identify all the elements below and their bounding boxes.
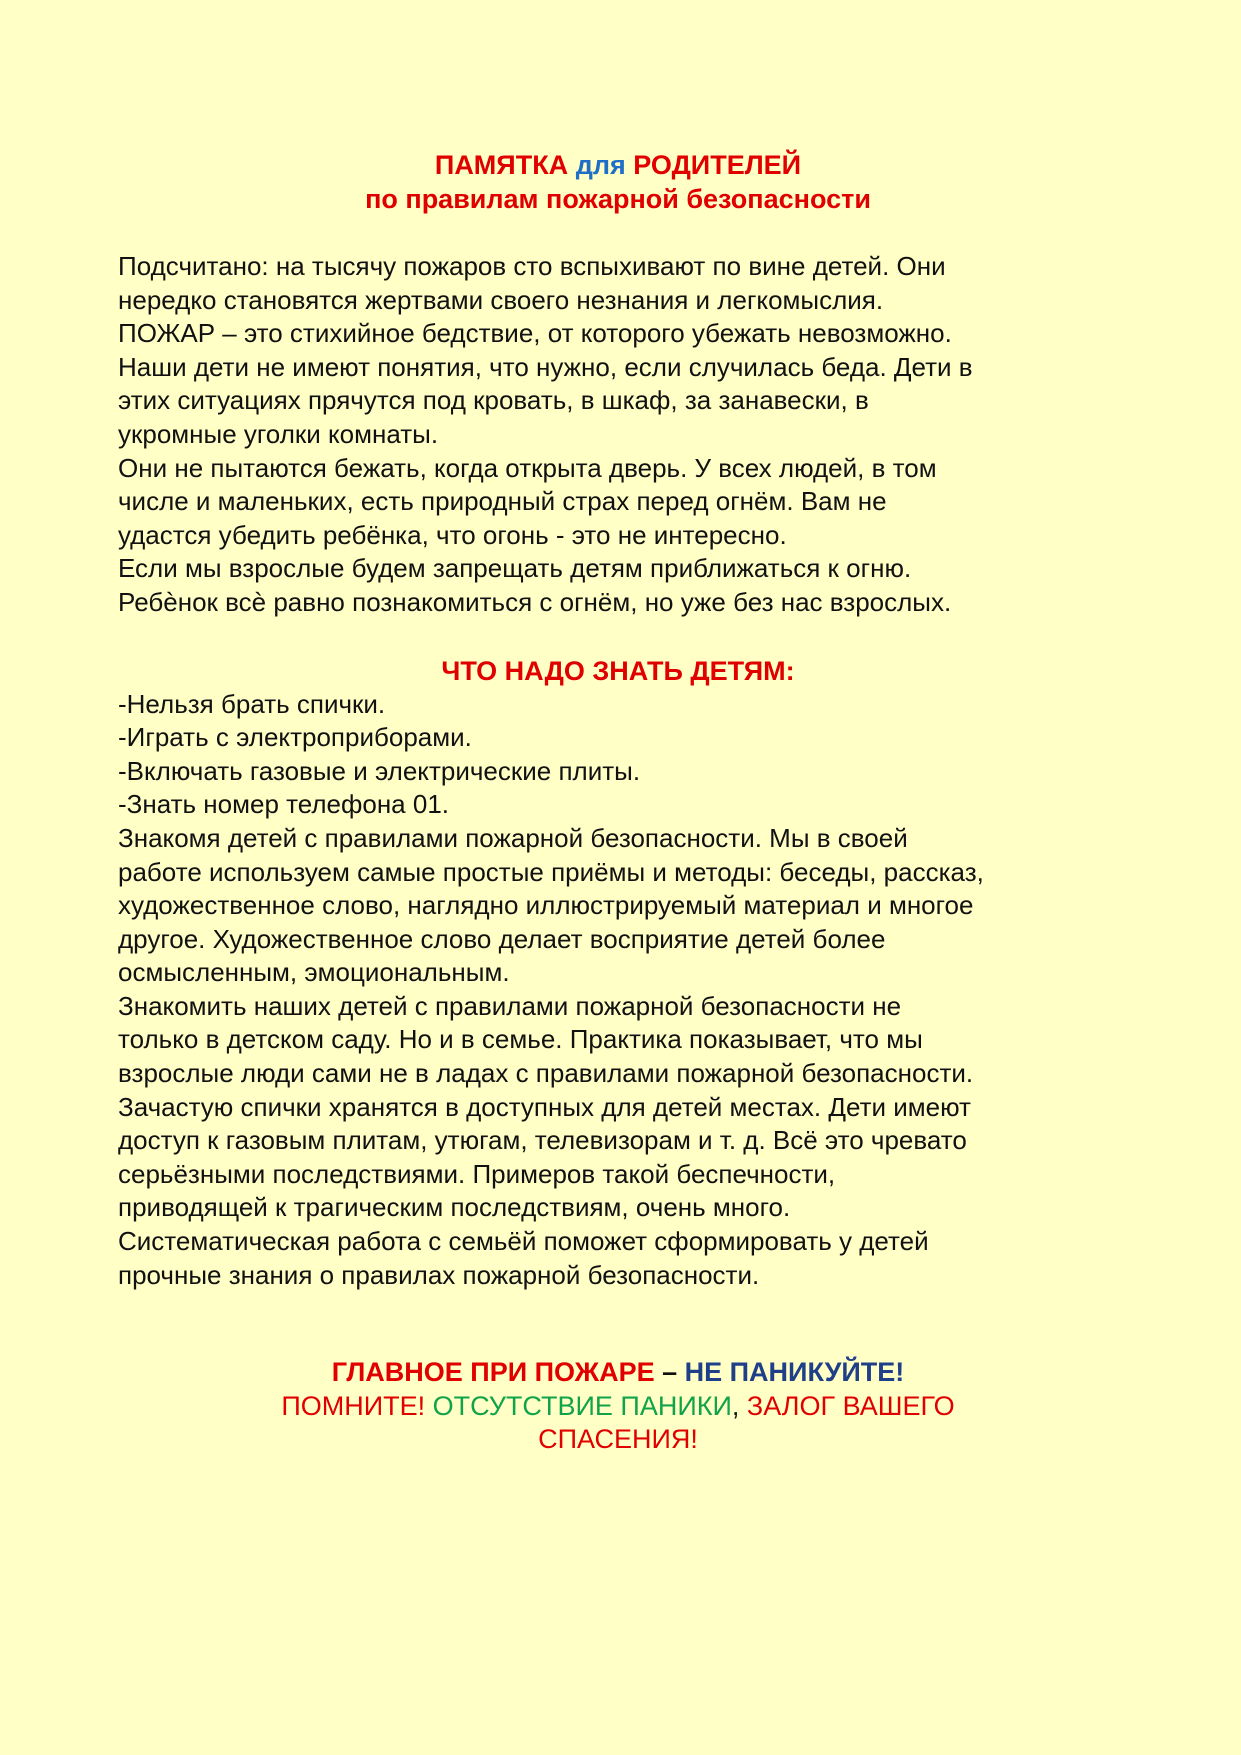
section-heading: ЧТО НАДО ЗНАТЬ ДЕТЯМ: [441, 655, 795, 686]
section-line: работе используем самые простые приёмы и методы: беседы, рассказ, [118, 856, 984, 887]
footer-callout [118, 1356, 1118, 1457]
section-line: Знакомя детей с правилами пожарной безопасности. Мы в своей [118, 822, 908, 853]
section-line: Систематическая работа с семьёй поможет сформировать у детей [118, 1226, 929, 1257]
section-line: Знакомить наших детей с правилами пожарной безопасности не [118, 990, 902, 1021]
section-line: осмысленным, эмоциональным. [118, 957, 510, 988]
title-line [118, 148, 1118, 182]
section-line: Зачастую спички хранятся в доступных для детей местах. Дети имеют [118, 1091, 971, 1122]
title-word-for: для [575, 150, 626, 180]
list-item: -Играть с электроприборами. [118, 722, 472, 753]
memo-page [118, 148, 1118, 1457]
footer-line-1 [118, 1356, 1118, 1390]
list-item: -Знать номер телефона 01. [118, 789, 450, 820]
intro-paragraph [118, 250, 1118, 620]
footer-pledge: ЗАЛОГ ВАШЕГО [739, 1390, 955, 1421]
footer-dont-panic: НЕ ПАНИКУЙТЕ! [684, 1357, 905, 1388]
title-word-memo: ПАМЯТКА [434, 150, 569, 180]
section-line: взрослые люди сами не в ладах с правилами пожарной безопасности. [118, 1058, 974, 1089]
footer-line-3: СПАСЕНИЯ! [538, 1424, 698, 1455]
intro-line: Они не пытаются бежать, когда открыта дверь. У всех людей, в том [118, 452, 937, 483]
list-item: -Включать газовые и электрические плиты. [118, 755, 641, 786]
intro-line: числе и маленьких, есть природный страх перед огнём. Вам не [118, 486, 887, 517]
section-paragraph [118, 822, 1118, 1292]
footer-remember: ПОМНИТЕ! [281, 1390, 426, 1421]
footer-line-2 [118, 1390, 1118, 1424]
intro-line: Ребѐнок всѐ равно познакомиться с огнём, но уже без нас взрослых. [118, 586, 952, 617]
section-line: только в детском саду. Но и в семье. Практика показывает, что мы [118, 1024, 923, 1055]
footer-no-panic: ОТСУТСТВИЕ ПАНИКИ [425, 1390, 732, 1421]
rules-list [118, 688, 1118, 822]
intro-line: этих ситуациях прячутся под кровать, в шкаф, за занавески, в [118, 385, 869, 416]
intro-line: нередко становятся жертвами своего незнания и легкомыслия. [118, 284, 884, 315]
intro-line: Наши дети не имеют понятия, что нужно, если случилась беда. Дети в [118, 351, 973, 382]
section-line: приводящей к трагическим последствиям, очень много. [118, 1192, 791, 1223]
footer-main-at-fire: ГЛАВНОЕ ПРИ ПОЖАРЕ [331, 1357, 655, 1388]
intro-line: укромные уголки комнаты. [118, 418, 439, 449]
memo-subtitle: по правилам пожарной безопасности [365, 184, 871, 214]
section-line: прочные знания о правилах пожарной безопасности. [118, 1259, 760, 1290]
footer-comma: , [731, 1390, 740, 1421]
list-item: -Нельзя брать спички. [118, 688, 386, 719]
section-line: серьёзными последствиями. Примеров такой беспечности, [118, 1158, 836, 1189]
section-line: другое. Художественное слово делает восприятие детей более [118, 923, 886, 954]
intro-line: Подсчитано: на тысячу пожаров сто вспыхивают по вине детей. Они [118, 251, 946, 281]
title-word-parents: РОДИТЕЛЕЙ [633, 150, 802, 180]
memo-title [118, 148, 1118, 216]
section-line: доступ к газовым плитам, утюгам, телевизорам и т. д. Всё это чревато [118, 1125, 967, 1156]
intro-line: удастся убедить ребёнка, что огонь - это не интересно. [118, 519, 787, 550]
intro-line: Если мы взрослые будем запрещать детям приближаться к огню. [118, 553, 912, 584]
intro-line: ПОЖАР – это стихийное бедствие, от которого убежать невозможно. [118, 318, 952, 349]
footer-dash: – [654, 1357, 685, 1388]
section-line: художественное слово, наглядно иллюстрируемый материал и многое [118, 890, 974, 921]
